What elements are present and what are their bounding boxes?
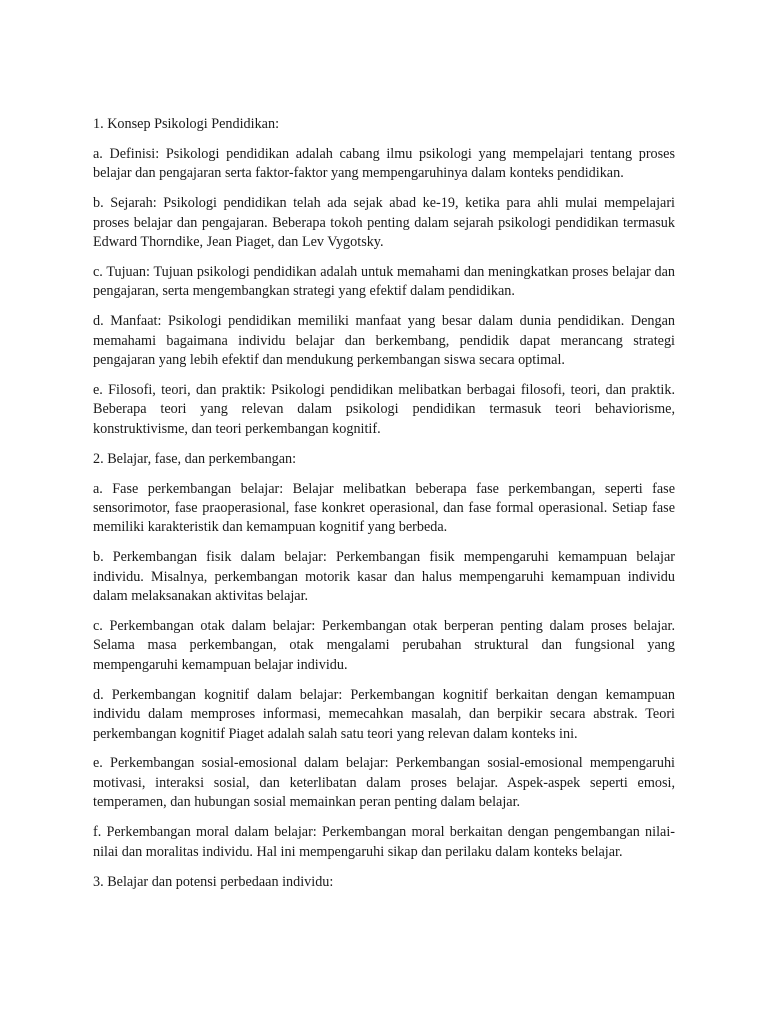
paragraph-perkembangan-otak: c. Perkembangan otak dalam belajar: Perkembangan otak berperan penting dalam proses belajar. Selama masa perkembangan, otak mengalami perubahan struktural dan fungsional yang mempengaruhi kemampuan belajar individu. bbox=[93, 618, 675, 673]
paragraph-perkembangan-kognitif: d. Perkembangan kognitif dalam belajar: Perkembangan kognitif berkaitan dengan kemampuan individu dalam memproses informasi, memecahkan masalah, dan berpikir secara abstrak. Teori perkembangan kognitif Piaget adalah salah satu teori yang relevan dalam konteks ini. bbox=[93, 686, 675, 742]
section-heading-1: 1. Konsep Psikologi Pendidikan: bbox=[93, 116, 280, 132]
paragraph-sejarah: b. Sejarah: Psikologi pendidikan telah ada sejak abad ke-19, ketika para ahli mulai mempelajari proses belajar dan pengajaran. Beberapa tokoh penting dalam sejarah psikologi pendidikan termasuk Edward Thorndike, Jean Piaget, dan Lev Vygotsky. bbox=[93, 195, 675, 251]
paragraph-tujuan: c. Tujuan: Tujuan psikologi pendidikan adalah untuk memahami dan meningkatkan proses belajar dan pengajaran, serta mengembangkan strategi yang efektif dalam pendidikan. bbox=[93, 263, 675, 300]
section-heading-3: 3. Belajar dan potensi perbedaan individu: bbox=[93, 873, 334, 890]
document-page bbox=[93, 115, 675, 902]
paragraph-manfaat: d. Manfaat: Psikologi pendidikan memiliki manfaat yang besar dalam dunia pendidikan. Dengan memahami bagaimana individu belajar dan berkembang, pendidik dapat merancang strategi pengajaran yang lebih efektif dan mendukung perkembangan siswa secara optimal. bbox=[93, 313, 675, 369]
paragraph-perkembangan-sosial-emosional: e. Perkembangan sosial-emosional dalam belajar: Perkembangan sosial-emosional mempengaruhi motivasi, interaksi sosial, dan keterlibatan dalam proses belajar. Aspek-aspek seperti emosi, temperamen, dan hubungan sosial memainkan peran penting dalam belajar. bbox=[93, 755, 675, 811]
paragraph-perkembangan-fisik: b. Perkembangan fisik dalam belajar: Perkembangan fisik mempengaruhi kemampuan belajar individu. Misalnya, perkembangan motorik kasar dan halus mempengaruhi kemampuan individu dalam melaksanakan aktivitas belajar. bbox=[93, 549, 675, 605]
paragraph-definisi: a. Definisi: Psikologi pendidikan adalah cabang ilmu psikologi yang mempelajari tentang proses belajar dan pengajaran serta faktor-faktor yang mempengaruhinya dalam konteks pendidikan. bbox=[93, 145, 675, 182]
paragraph-perkembangan-moral: f. Perkembangan moral dalam belajar: Perkembangan moral berkaitan dengan pengembangan nilai-nilai dan moralitas individu. Hal ini mempengaruhi sikap dan perilaku dalam konteks belajar. bbox=[93, 824, 675, 860]
section-heading-2: 2. Belajar, fase, dan perkembangan: bbox=[93, 450, 297, 467]
paragraph-fase-perkembangan: a. Fase perkembangan belajar: Belajar melibatkan beberapa fase perkembangan, seperti fase sensorimotor, fase praoperasional, fase konkret operasional, dan fase formal operasional. Setiap fase memiliki karakteristik dan kemampuan kognitif yang berbeda. bbox=[93, 480, 675, 536]
paragraph-filosofi: e. Filosofi, teori, dan praktik: Psikologi pendidikan melibatkan berbagai filosofi, teori, dan praktik. Beberapa teori yang relevan dalam psikologi pendidikan termasuk teori behaviorisme, konstruktivisme, dan teori perkembangan kognitif. bbox=[93, 381, 675, 437]
